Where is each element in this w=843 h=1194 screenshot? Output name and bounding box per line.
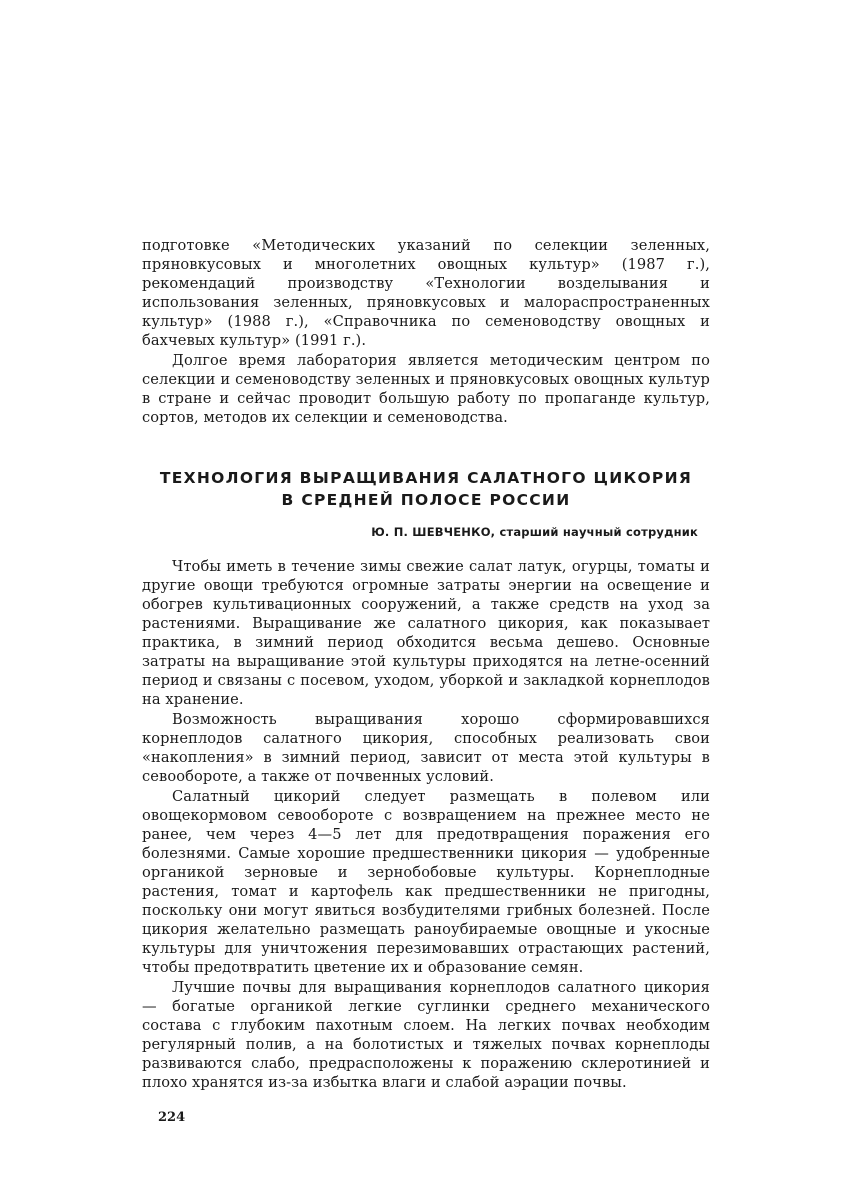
author-role: старший научный сотрудник (499, 525, 698, 539)
intro-paragraph-1: подготовке «Методических указаний по селекции зеленных, пряновкусовых и многолетних овощных культур» (1987 г.), рекомендаций производству «Технологии возделывания и использования зеленных, пряновкусовых и малораспространенных культур» (1988 г.), «Справочника по семеноводству овощных и бахчевых культур» (1991 г.). (142, 237, 710, 349)
article-paragraph-1: Чтобы иметь в течение зимы свежие салат латук, огурцы, томаты и другие овощи требуются огромные затраты энергии на освещение и обогрев культивационных сооружений, а также средств на уход за растениями. Выращивание же салатного цикория, как показывает практика, в зимний период обходится весьма дешево. Основные затраты на выращивание этой культуры приходятся на летне-осенний период и связаны с посевом, уходом, уборкой и закладкой корнеплодов на хранение. (142, 558, 710, 708)
article-title-line-2: В СРЕДНЕЙ ПОЛОСЕ РОССИИ (281, 491, 571, 509)
article-paragraph-4: Лучшие почвы для выращивания корнеплодов салатного цикория — богатые органикой легкие суглинки среднего механического состава с глубоким пахотным слоем. На легких почвах необходим регулярный полив, а на болотистых и тяжелых почвах корнеплоды развиваются слабо, предрасположены к поражению склеротинией и плохо хранятся из-за избытка влаги и слабой аэрации почвы. (142, 979, 710, 1091)
author-name: Ю. П. ШЕВЧЕНКО, (371, 525, 496, 539)
article-paragraph-2: Возможность выращивания хорошо сформировавшихся корнеплодов салатного цикория, способных реализовать свои «накопления» в зимний период, зависит от места этой культуры в севообороте, а также от почвенных условий. (142, 711, 710, 785)
article-author (142, 525, 698, 539)
document-page (142, 236, 710, 1092)
intro-paragraph-2: Долгое время лаборатория является методическим центром по селекции и семеноводству зеленных и пряновкусовых овощных культур в стране и сейчас проводит большую работу по пропаганде культур, сортов, методов их селекции и семеноводства. (142, 352, 710, 426)
article-title-line-1: ТЕХНОЛОГИЯ ВЫРАЩИВАНИЯ САЛАТНОГО ЦИКОРИЯ (159, 469, 693, 487)
section-gap (142, 427, 710, 467)
page-number: 224 (158, 1110, 186, 1125)
article-paragraph-3: Салатный цикорий следует размещать в полевом или овощекормовом севообороте с возвращением на прежнее место не ранее, чем через 4—5 лет для предотвращения поражения его болезнями. Самые хорошие предшественники цикория — удобренные органикой зерновые и зернобобовые культуры. Корнеплодные растения, томат и картофель как предшественники не пригодны, поскольку они могут явиться возбудителями грибных болезней. После цикория желательно размещать раноубираемые овощные и укосные культуры для уничтожения перезимовавших отрастающих растений, чтобы предотвратить цветение их и образование семян. (142, 788, 710, 976)
article-title (142, 467, 710, 511)
